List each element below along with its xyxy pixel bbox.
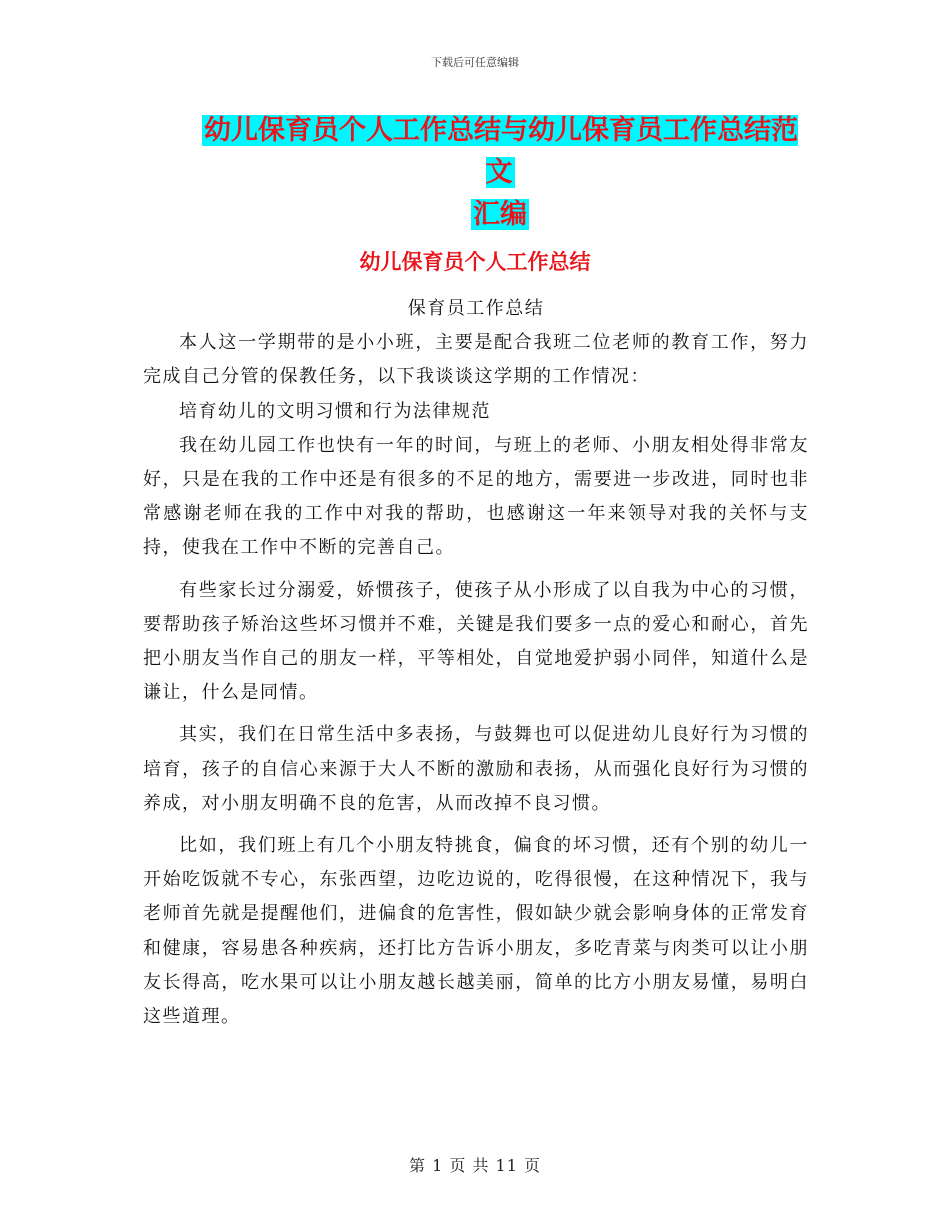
document-title-line-1: 幼儿保育员个人工作总结与幼儿保育员工作总结范文 bbox=[204, 115, 798, 188]
paragraph: 有些家长过分溺爱，娇惯孩子，使孩子从小形成了以自我为中心的习惯，要帮助孩子矫治这些坏习惯并不难，关键是我们要多一点的爱心和耐心，首先把小朋友当作自己的朋友一样，平等相处，自觉地爱护弱小同伴，知道什么是谦让，什么是同情。 bbox=[143, 579, 809, 704]
paragraph-heading: 培育幼儿的文明习惯和行为法律规范 bbox=[179, 400, 491, 422]
page-header-note: 下载后可任意编辑 bbox=[431, 56, 519, 69]
page-number-footer: 第 1 页 共 11 页 bbox=[409, 1156, 541, 1175]
paragraph: 其实，我们在日常生活中多表扬，与鼓舞也可以促进幼儿良好行为习惯的培育，孩子的自信心来源于大人不断的激励和表扬，从而强化良好行为习惯的养成，对小朋友明确不良的危害，从而改掉不良习惯。 bbox=[143, 724, 809, 814]
section-title: 幼儿保育员个人工作总结 bbox=[359, 250, 591, 274]
paragraph: 我在幼儿园工作也快有一年的时间，与班上的老师、小朋友相处得非常友好，只是在我的工作中还是有很多的不足的地方，需要进一步改进，同时也非常感谢老师在我的工作中对我的帮助，也感谢这一年来领导对我的关怀与支持，使我在工作中不断的完善自己。 bbox=[143, 434, 809, 559]
document-body bbox=[143, 292, 809, 1034]
subtitle: 保育员工作总结 bbox=[407, 298, 545, 319]
document-title-line-2: 汇编 bbox=[473, 199, 527, 230]
document-title bbox=[195, 110, 805, 236]
paragraph: 比如，我们班上有几个小朋友特挑食，偏食的坏习惯，还有个别的幼儿一开始吃饭就不专心，东张西望，边吃边说的，吃得很慢，在这种情况下，我与老师首先就是提醒他们，进偏食的危害性，假如缺少就会影响身体的正常发育和健康，容易患各种疾病，还打比方告诉小朋友，多吃青菜与肉类可以让小朋友长得高，吃水果可以让小朋友越长越美丽，简单的比方小朋友易懂，易明白这些道理。 bbox=[143, 835, 809, 1028]
paragraph-intro: 本人这一学期带的是小小班，主要是配合我班二位老师的教育工作，努力完成自己分管的保教任务，以下我谈谈这学期的工作情况： bbox=[143, 332, 809, 388]
